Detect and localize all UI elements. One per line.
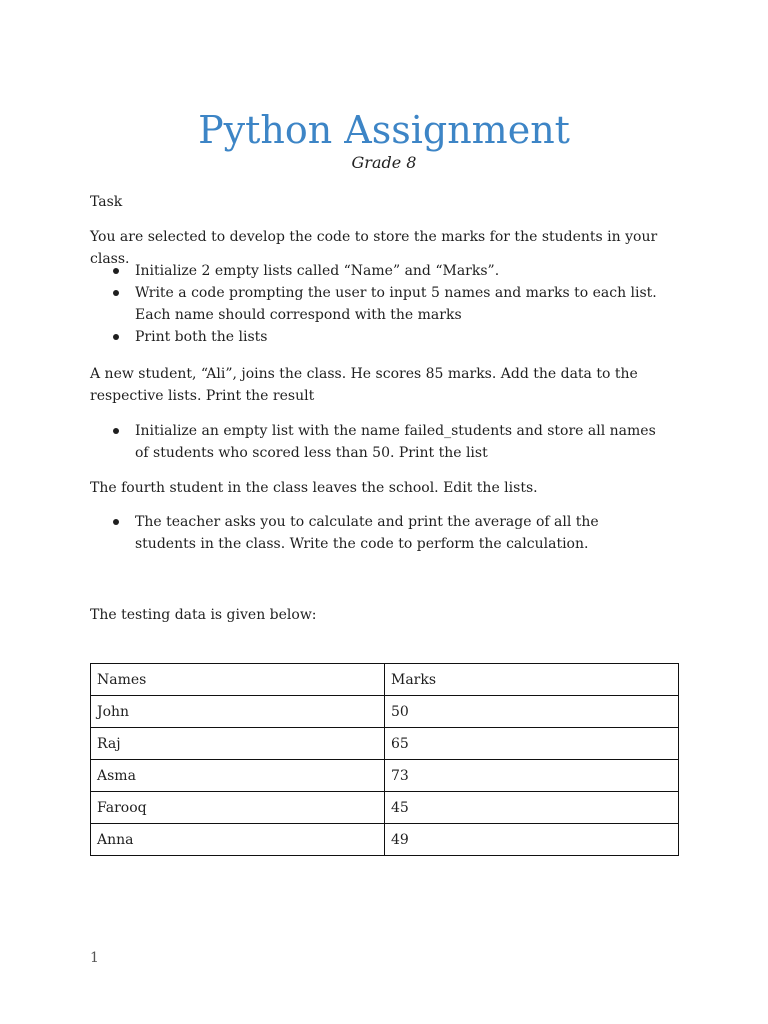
list-item-text: Print both the lists [135,329,268,345]
table-header-row [91,664,679,696]
table-cell-marks: 73 [385,760,679,792]
testing-data-table [90,663,679,856]
table-cell-marks: 50 [385,696,679,728]
ali-paragraph: A new student, “Ali”, joins the class. He scores 85 marks. Add the data to the respective lists. Print the result [90,366,638,404]
list-item-text: Write a code prompting the user to input 5 names and marks to each list. Each name should correspond with the marks [135,285,657,323]
intro-paragraph: You are selected to develop the code to store the marks for the students in your class. [90,229,658,267]
list-item-text: Initialize an empty list with the name failed_students and store all names of students who scored less than 50. Print the list [135,423,656,461]
table-header-cell: Names [91,664,385,696]
table-row [91,760,679,792]
list-item [113,260,663,282]
bullet-icon [113,290,119,296]
testing-intro: The testing data is given below: [90,607,317,623]
table-cell-marks: 65 [385,728,679,760]
bullet-icon [113,428,119,434]
table-cell-name: Anna [91,824,385,856]
page-number: 1 [90,950,99,966]
table-row [91,792,679,824]
table-row [91,696,679,728]
table-row [91,728,679,760]
table-cell-name: Asma [91,760,385,792]
list-item [113,511,663,555]
table-cell-marks: 45 [385,792,679,824]
table-header-cell: Marks [385,664,679,696]
task-heading: Task [90,194,123,210]
list-item [113,420,663,464]
table-cell-marks: 49 [385,824,679,856]
list-item [113,326,663,348]
list-item [113,282,663,326]
bullet-icon [113,334,119,340]
document-title: Python Assignment [198,108,570,152]
list-item-text: Initialize 2 empty lists called “Name” and “Marks”. [135,263,500,279]
list-item-text: The teacher asks you to calculate and print the average of all the students in the class. Write the code to perform the calculation. [135,514,599,552]
fourth-student-paragraph: The fourth student in the class leaves the school. Edit the lists. [90,480,538,496]
bullet-icon [113,268,119,274]
table-cell-name: Raj [91,728,385,760]
bullet-icon [113,519,119,525]
table-cell-name: Farooq [91,792,385,824]
table-row [91,824,679,856]
table-cell-name: John [91,696,385,728]
document-subtitle: Grade 8 [351,153,417,172]
